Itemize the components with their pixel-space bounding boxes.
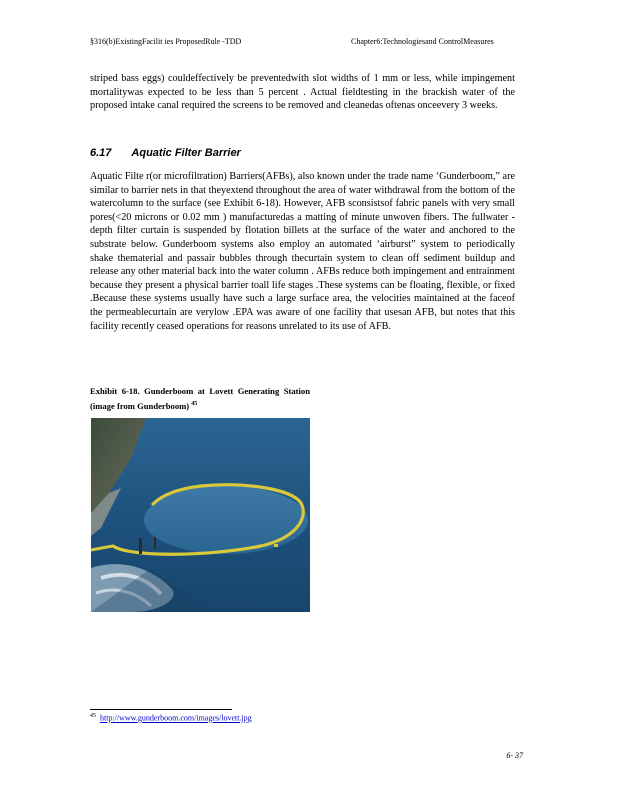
intro-paragraph: striped bass eggs) couldeffectively be preventedwith slot widths of 1 mm or less, while impingement mortalitywas expected to be less than 5 percent . Actual fieldtesting in the brackish water of the proposed intake canal required the screens to be removed and cleanedas oftenas onceevery 3 weeks.: [90, 73, 515, 112]
page-number: 6- 37: [506, 751, 523, 760]
gunderboom-photo: [91, 418, 310, 612]
exhibit-caption-text: Exhibit 6-18. Gunderboom at Lovett Generating Station (image from Gunderboom): [90, 386, 310, 411]
running-header-right: Chapter6:Technologiesand ControlMeasures: [351, 37, 494, 46]
footnote-number: 45: [90, 713, 96, 719]
footnote-link[interactable]: http://www.gunderboom.com/images/lovett.jpg: [100, 713, 252, 723]
running-header-left: §316(b)ExistingFacilit ies ProposedRule -TDD: [90, 37, 242, 46]
exhibit-caption: [90, 385, 310, 412]
footnote: [90, 713, 252, 723]
section-heading: [90, 147, 241, 159]
footnote-rule: [90, 709, 232, 710]
boom-photo-icon: [91, 418, 310, 612]
section-title: Aquatic Filter Barrier: [131, 147, 241, 159]
exhibit-footnote-ref[interactable]: 45: [191, 400, 198, 407]
afb-paragraph: Aquatic Filte r(or microfiltration) Barriers(AFBs), also known under the trade name ‘Gunderboom,” are similar to barrier nets in that theyextend throughout the area of water withdrawal from the bottom of the watercolumn to the surface (see Exhibit 6-18). However, AFB sconsistsof fabric panels with very small pores(<20 microns or 0.02 mm ) manufacturedas a matting of minute unwoven fibers. The fullwater -depth filter curtain is suspended by flotation billets at the surface of the water and anchored to the substrate below. Gunderboom systems also employ an automated ‘airburst” system to periodically shake thematerial and passair bubbles through thecurtain system to clean off sediment buildup and release any other material back into the water column . AFBs reduce both impingement and entrainment because they present a physical barrier toall life stages .These systems can be floating, flexible, or fixed .Because these systems usually have such a large surface area, the velocities maintained at the faceof the permeablecurtain are verylow .EPA was aware of one facility that usesan AFB, but notes that this facility recently ceased operations for reasons unrelated to its use of AFB.: [90, 171, 515, 332]
section-number: 6.17: [90, 147, 112, 159]
